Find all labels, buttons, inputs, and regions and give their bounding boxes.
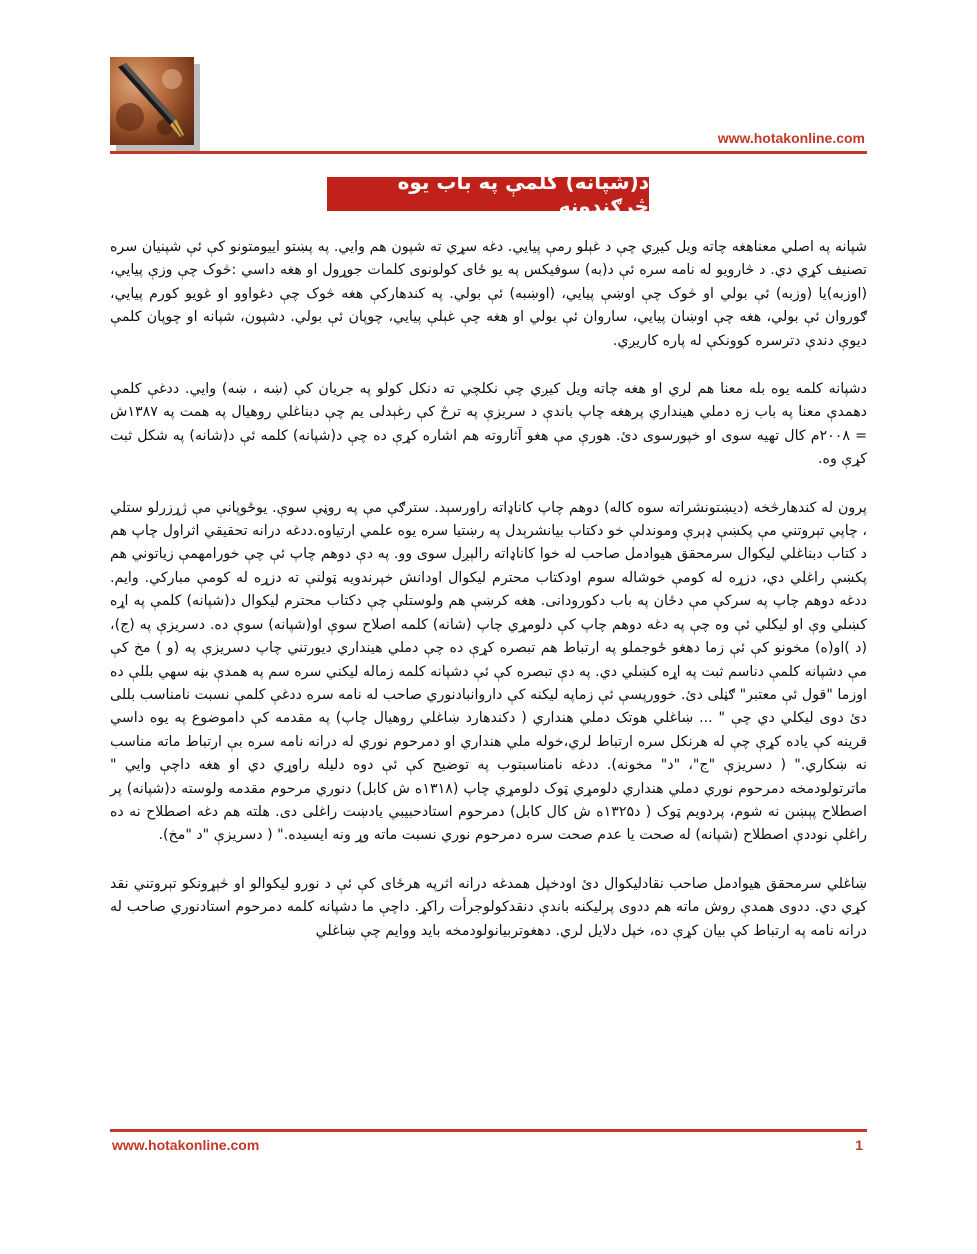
paragraph-4: ښاغلي سرمحقق هيوادمل صاحب نقادليکوال دئ اودخپل همدغه درانه اثرپه هرځای کې ئې د نورو ليکوالو او څېړونکو تېروتني نقد کړي دي. ددوی همدې روش ماته هم ددوی پرليکنه باندې دنقدکولوجرأت راکړ. داچې ما دشپانه کلمه دمرحوم استادنوري صاحب له درانه نامه په ارتباط کې بيان کړې ده، خپل دلايل لري. دهغوتربيانولودمخه بايد ووايم چې ښاغلي [110, 875, 867, 939]
footer-divider [110, 1129, 867, 1132]
article-body [110, 236, 867, 968]
fountain-pen-icon [110, 57, 194, 145]
paragraph-3: پرون له کندهارڅخه (ديښتونشراته سوه کاله) دوهم چاپ کاناډاته راورسېد. سترګې مې په روڼې سوې. يوځوپانې مې ژړزرلو ستلي ، چاپي تېروتني مې پکښې ډېرې وموندلې خو دکتاب بيانشرېدل په رښتيا سره يوه علمي ارتياوه.ددغه درانه تحقيقي اثراول چاپ هم د کتاب دبناغلي ليکوال سرمحقق هيوادمل صاحب له خوا کاناډاته رالېږل سوی وو. په دې دوهم چاپ ئې چې خورامهمې زياتوني هم پکښې راغلي دي، دزړه له کومې خوشاله سوم اودکتاب محترم ليکوال اودانش خپرندويه ټولنې ته دزړه له کومې مبارکي. وايم. ددغه دوهم چاپ په سرکې مې دځان په باب دکورودانی. هغه کرښې هم ولوستلې چې دکتاب محترم ليکوال د(شپانه) کلمې په اړه کښلي وې او ليکلي ئې وه چې په دغه دوهم چاپ کې دلومړي چاپ (شانه) کلمه اصلاح سوې او(شپانه) سوې ده. دسريزې په (ج)،(د )او(ه) مخونو کې ئې زما دهغو ځوجملو په ارتباط هم تبصره کړې ده چې دملي هينداري ديورتني چاپ دسريزې په (و ) مخ کې مې دشپانه کلمې دناسم ثبت په اړه کښلي دي. په دې تبصره کې ئې دشپانه کلمه زماله ليکني سره سم په همدې بڼه سهي بللې ده اوزما "قول ئې معتبر" ګڼلی دئ. خوورپسې ئې زماپه ليکنه کې داروانبادنوري صاحب له نامه سره ددغې کلمې نسبت نامناسب بللی دئ دوی ليکلي دي چې " ... ښاغلي هوتک دملي هنداري ( دکندهارد ښاغلي روهيال چاپ) په مقدمه کې داموضوع په يوه داسي قرينه کې ياده کړې چې له هرنکل سره ارتباط لري،خوله ملي هنداري او دمرحوم نوري له درانه نامه سره بې ارتباط ماته مناسب نه ښکاري." ( دسريزې "ج"، "د" مخونه). ددغه نامناسبتوب په توضيح کې ئې دوه دليله راوړي دي او هغه داچې وايي " ماترتولودمخه دمرحوم نوري دملي هنداري دلومړي ټوک دلومړي چاپ (۱۳۱۸ه ش کابل) دنوري مرحوم مقدمه ولوسته د(شپانه) پر اصطلاح پېښن نه شوم، پردويم ټوک ( د۱۳۲۵ه ش کال کابل) دمرحوم استادحبيبي يادښت راغلی دی. هلته هم دغه اصطلاح نه ده راغلې نوددې اصطلاح (شپانه) له صحت يا عدم صحت سره دمرحوم نوري نسبت ماته وړ ونه ايسيده." ( دسريزې "د "مخ). [110, 499, 867, 844]
paragraph-1: شپانه په اصلي معناهغه چاته ويل کيږي چې د غېلو رمې پيايي. دغه سړي ته شپون هم وايي. په پښتو اييومتونو کې ئې شپنيان سره تصنيف کړي دي. د څارويو له نامه سره ئې د(به) سوفيکس په يو ځای کولونوی کلمات جوړول او هغه داسي :څوک چې وزې پيايي، (اوزبه)يا (وزبه) ئې بولي او څوک چې اوښې پيايي، (اوښبه) ئې بولي. په کندهارکې هغه څوک چې دغواوو او غويو کورم پيايي، ګوروان ئې بولي، هغه چې اوښان پيايي، ساروان ئې بولي او هغه چې غېلې پيايي، چوپان ئې بولي. دشپون، شپانه او چوپان کلمې ديوې دندې دترسره کوونکې له پاره کاريږي. [110, 239, 867, 349]
page-number: 1 [855, 1137, 863, 1153]
header-divider [110, 151, 867, 154]
footer-website-url[interactable]: www.hotakonline.com [112, 1137, 260, 1153]
article-title: د(شپانه) کلمې په باب يوه څرګندونه [327, 177, 649, 211]
fountain-pen-illustration [110, 57, 194, 145]
header-website-url[interactable]: www.hotakonline.com [717, 130, 865, 146]
paragraph-2: دشپانه کلمه يوه بله معنا هم لري او هغه چاته ويل کيږي چې نکلچي ته دنکل کولو په جريان کې (ښه ، ښه) وايي. ددغې کلمې دهمدې معنا په باب زه دملي هينداري پرهغه چاپ باندې د سريزې په ترڅ کې رغېدلی يم چې دبناغلي روهيال په همت په ۱۳۸۷ش = ۲۰۰۸م کال تهيه سوی او خپورسوی دئ. هورې مې هغو آثاروته هم اشاره کړې ده چې د(شپانه) کلمه ئې د(شانه) په شکل ثبت کړې وه. [110, 381, 867, 468]
